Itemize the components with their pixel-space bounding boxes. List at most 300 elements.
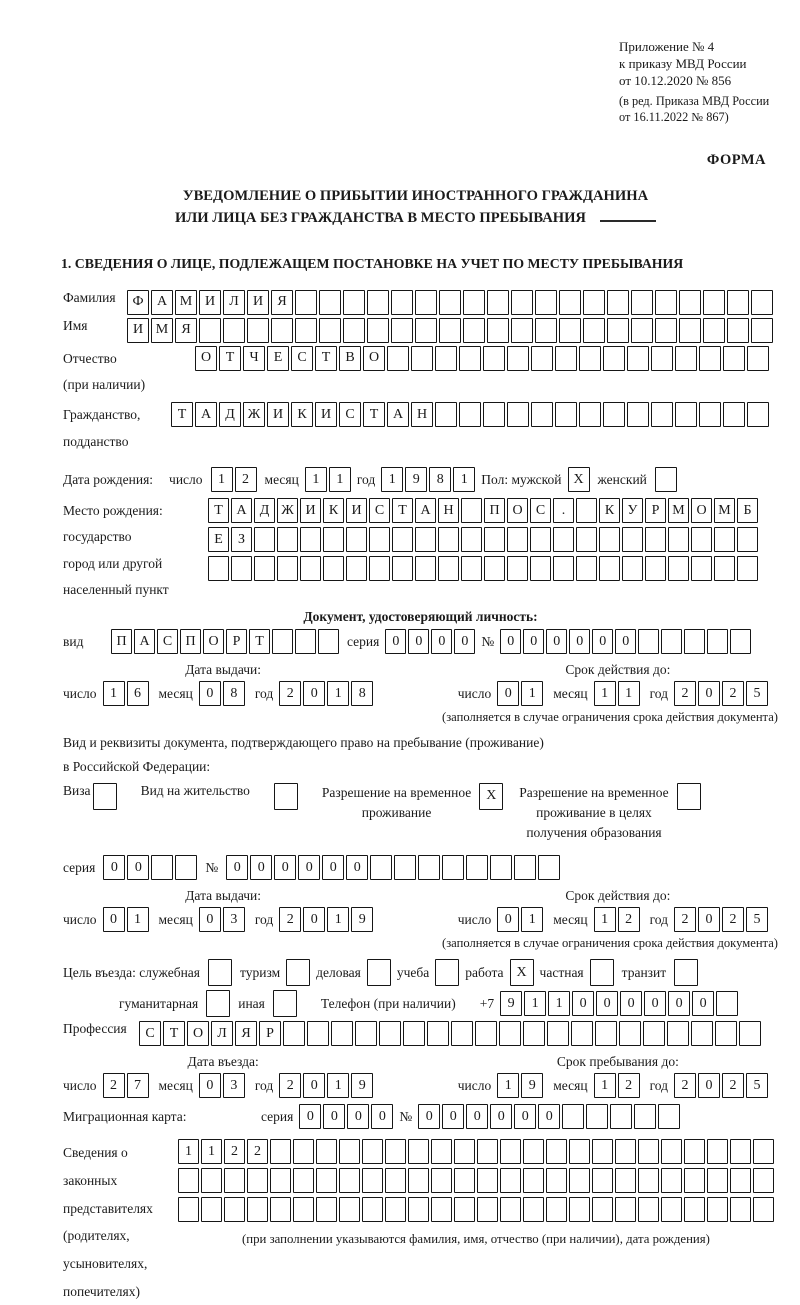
char-cell[interactable] (270, 1139, 291, 1164)
char-cell[interactable] (293, 1139, 314, 1164)
char-cell[interactable] (603, 346, 625, 371)
char-cell[interactable] (523, 1021, 545, 1046)
char-cell[interactable] (727, 290, 749, 315)
char-cell[interactable] (387, 346, 409, 371)
char-cell[interactable] (615, 1139, 636, 1164)
char-cell[interactable]: М (175, 290, 197, 315)
char-cell[interactable]: А (134, 629, 155, 654)
char-cell[interactable] (638, 1197, 659, 1222)
char-cell[interactable]: 1 (594, 907, 616, 932)
char-cell[interactable] (727, 318, 749, 343)
char-cell[interactable] (362, 1168, 383, 1193)
char-cell[interactable] (737, 527, 758, 552)
char-cell[interactable] (607, 290, 629, 315)
char-cell[interactable]: X (479, 783, 503, 810)
char-cell[interactable] (679, 290, 701, 315)
char-cell[interactable] (586, 1104, 608, 1129)
char-cell[interactable] (208, 556, 229, 581)
char-cell[interactable] (451, 1021, 473, 1046)
char-cell[interactable] (583, 318, 605, 343)
char-cell[interactable] (316, 1139, 337, 1164)
char-cell[interactable]: X (510, 959, 534, 986)
char-cell[interactable] (615, 1197, 636, 1222)
char-cell[interactable]: И (247, 290, 269, 315)
char-cell[interactable] (716, 991, 738, 1016)
char-cell[interactable] (643, 1021, 665, 1046)
char-cell[interactable]: 0 (431, 629, 452, 654)
char-cell[interactable]: 0 (418, 1104, 440, 1129)
char-cell[interactable]: 0 (250, 855, 272, 880)
char-cell[interactable]: И (300, 498, 321, 523)
char-cell[interactable]: 0 (303, 681, 325, 706)
char-cell[interactable] (339, 1139, 360, 1164)
char-cell[interactable] (435, 346, 457, 371)
char-cell[interactable] (408, 1139, 429, 1164)
char-cell[interactable]: К (291, 402, 313, 427)
char-cell[interactable] (339, 1197, 360, 1222)
char-cell[interactable] (415, 318, 437, 343)
char-cell[interactable] (679, 318, 701, 343)
char-cell[interactable] (391, 318, 413, 343)
char-cell[interactable] (300, 527, 321, 552)
char-cell[interactable] (751, 290, 773, 315)
char-cell[interactable] (318, 629, 339, 654)
char-cell[interactable] (418, 855, 440, 880)
char-cell[interactable]: Р (226, 629, 247, 654)
char-cell[interactable]: В (339, 346, 361, 371)
char-cell[interactable] (645, 527, 666, 552)
char-cell[interactable]: Б (737, 498, 758, 523)
char-cell[interactable]: 0 (572, 991, 594, 1016)
char-cell[interactable] (362, 1197, 383, 1222)
char-cell[interactable] (277, 527, 298, 552)
char-cell[interactable] (408, 1168, 429, 1193)
char-cell[interactable] (523, 1168, 544, 1193)
char-cell[interactable] (316, 1168, 337, 1193)
char-cell[interactable] (415, 290, 437, 315)
char-cell[interactable]: К (599, 498, 620, 523)
char-cell[interactable] (684, 1168, 705, 1193)
char-cell[interactable]: Е (208, 527, 229, 552)
char-cell[interactable]: 0 (569, 629, 590, 654)
char-cell[interactable] (739, 1021, 761, 1046)
char-cell[interactable]: 0 (199, 681, 221, 706)
char-cell[interactable]: 1 (521, 681, 543, 706)
char-cell[interactable] (343, 290, 365, 315)
char-cell[interactable]: 0 (490, 1104, 512, 1129)
char-cell[interactable]: 1 (497, 1073, 519, 1098)
char-cell[interactable]: 1 (618, 681, 640, 706)
char-cell[interactable] (753, 1168, 774, 1193)
char-cell[interactable]: 1 (594, 1073, 616, 1098)
char-cell[interactable] (691, 556, 712, 581)
char-cell[interactable]: 2 (279, 681, 301, 706)
char-cell[interactable]: 0 (698, 1073, 720, 1098)
char-cell[interactable]: 8 (429, 467, 451, 492)
char-cell[interactable] (546, 1139, 567, 1164)
char-cell[interactable] (730, 1168, 751, 1193)
char-cell[interactable] (319, 318, 341, 343)
char-cell[interactable] (667, 1021, 689, 1046)
char-cell[interactable]: Ф (127, 290, 149, 315)
char-cell[interactable]: М (668, 498, 689, 523)
char-cell[interactable] (286, 959, 310, 986)
char-cell[interactable] (622, 556, 643, 581)
char-cell[interactable] (385, 1197, 406, 1222)
char-cell[interactable] (487, 318, 509, 343)
char-cell[interactable]: 0 (500, 629, 521, 654)
char-cell[interactable] (668, 556, 689, 581)
char-cell[interactable] (477, 1197, 498, 1222)
char-cell[interactable] (655, 318, 677, 343)
char-cell[interactable] (674, 959, 698, 986)
char-cell[interactable]: Ж (243, 402, 265, 427)
char-cell[interactable] (579, 402, 601, 427)
char-cell[interactable]: Н (438, 498, 459, 523)
char-cell[interactable]: П (111, 629, 132, 654)
char-cell[interactable] (530, 527, 551, 552)
char-cell[interactable] (703, 290, 725, 315)
char-cell[interactable]: С (157, 629, 178, 654)
char-cell[interactable]: 2 (247, 1139, 268, 1164)
char-cell[interactable] (723, 346, 745, 371)
char-cell[interactable]: Т (392, 498, 413, 523)
char-cell[interactable]: Л (211, 1021, 233, 1046)
char-cell[interactable] (661, 1139, 682, 1164)
char-cell[interactable]: 1 (594, 681, 616, 706)
char-cell[interactable] (392, 527, 413, 552)
char-cell[interactable] (224, 1168, 245, 1193)
char-cell[interactable] (346, 556, 367, 581)
char-cell[interactable] (362, 1139, 383, 1164)
char-cell[interactable] (707, 1139, 728, 1164)
char-cell[interactable]: 0 (298, 855, 320, 880)
char-cell[interactable]: 0 (615, 629, 636, 654)
char-cell[interactable] (367, 959, 391, 986)
char-cell[interactable] (199, 318, 221, 343)
char-cell[interactable]: 0 (322, 855, 344, 880)
char-cell[interactable]: 8 (351, 681, 373, 706)
char-cell[interactable] (531, 402, 553, 427)
char-cell[interactable]: 0 (299, 1104, 321, 1129)
char-cell[interactable]: 5 (746, 1073, 768, 1098)
char-cell[interactable]: Т (171, 402, 193, 427)
char-cell[interactable] (691, 1021, 713, 1046)
char-cell[interactable]: 0 (644, 991, 666, 1016)
char-cell[interactable] (331, 1021, 353, 1046)
char-cell[interactable]: 2 (279, 1073, 301, 1098)
char-cell[interactable]: И (346, 498, 367, 523)
char-cell[interactable] (661, 1168, 682, 1193)
char-cell[interactable] (645, 556, 666, 581)
char-cell[interactable] (178, 1168, 199, 1193)
char-cell[interactable]: 2 (674, 681, 696, 706)
char-cell[interactable] (730, 1197, 751, 1222)
char-cell[interactable] (319, 290, 341, 315)
char-cell[interactable] (675, 346, 697, 371)
char-cell[interactable]: Т (249, 629, 270, 654)
char-cell[interactable] (523, 1197, 544, 1222)
char-cell[interactable]: С (530, 498, 551, 523)
char-cell[interactable] (627, 346, 649, 371)
char-cell[interactable] (339, 1168, 360, 1193)
char-cell[interactable]: 0 (466, 1104, 488, 1129)
char-cell[interactable] (490, 855, 512, 880)
char-cell[interactable] (592, 1197, 613, 1222)
char-cell[interactable] (316, 1197, 337, 1222)
char-cell[interactable]: 0 (103, 855, 125, 880)
char-cell[interactable] (435, 959, 459, 986)
char-cell[interactable]: 1 (329, 467, 351, 492)
char-cell[interactable] (367, 290, 389, 315)
char-cell[interactable]: 0 (346, 855, 368, 880)
char-cell[interactable] (295, 318, 317, 343)
char-cell[interactable] (569, 1197, 590, 1222)
char-cell[interactable] (323, 527, 344, 552)
char-cell[interactable]: 1 (201, 1139, 222, 1164)
char-cell[interactable] (459, 346, 481, 371)
char-cell[interactable]: 0 (303, 907, 325, 932)
char-cell[interactable]: 1 (548, 991, 570, 1016)
char-cell[interactable] (753, 1139, 774, 1164)
char-cell[interactable] (206, 990, 230, 1017)
char-cell[interactable] (454, 1139, 475, 1164)
char-cell[interactable] (392, 556, 413, 581)
char-cell[interactable]: Е (267, 346, 289, 371)
char-cell[interactable]: 2 (618, 907, 640, 932)
char-cell[interactable]: М (151, 318, 173, 343)
char-cell[interactable] (737, 556, 758, 581)
char-cell[interactable]: 0 (698, 681, 720, 706)
char-cell[interactable] (500, 1139, 521, 1164)
char-cell[interactable]: 1 (127, 907, 149, 932)
char-cell[interactable]: Т (208, 498, 229, 523)
char-cell[interactable] (438, 556, 459, 581)
char-cell[interactable] (747, 402, 769, 427)
char-cell[interactable]: 0 (692, 991, 714, 1016)
char-cell[interactable] (553, 527, 574, 552)
char-cell[interactable] (555, 346, 577, 371)
char-cell[interactable] (254, 556, 275, 581)
char-cell[interactable]: 0 (497, 907, 519, 932)
char-cell[interactable] (274, 783, 298, 810)
char-cell[interactable] (707, 629, 728, 654)
char-cell[interactable] (684, 629, 705, 654)
char-cell[interactable]: 0 (454, 629, 475, 654)
char-cell[interactable] (622, 527, 643, 552)
char-cell[interactable] (730, 629, 751, 654)
char-cell[interactable]: 0 (385, 629, 406, 654)
char-cell[interactable] (477, 1139, 498, 1164)
char-cell[interactable] (438, 527, 459, 552)
char-cell[interactable] (576, 498, 597, 523)
char-cell[interactable] (559, 290, 581, 315)
char-cell[interactable]: 0 (103, 907, 125, 932)
char-cell[interactable] (530, 556, 551, 581)
char-cell[interactable] (638, 1168, 659, 1193)
char-cell[interactable]: 2 (674, 907, 696, 932)
char-cell[interactable] (379, 1021, 401, 1046)
char-cell[interactable]: 0 (497, 681, 519, 706)
char-cell[interactable] (500, 1197, 521, 1222)
char-cell[interactable]: 1 (211, 467, 233, 492)
char-cell[interactable] (715, 1021, 737, 1046)
char-cell[interactable] (714, 527, 735, 552)
char-cell[interactable]: . (553, 498, 574, 523)
char-cell[interactable]: 2 (674, 1073, 696, 1098)
char-cell[interactable] (369, 556, 390, 581)
char-cell[interactable]: 0 (127, 855, 149, 880)
char-cell[interactable]: О (187, 1021, 209, 1046)
char-cell[interactable]: 1 (103, 681, 125, 706)
char-cell[interactable] (684, 1139, 705, 1164)
char-cell[interactable] (484, 556, 505, 581)
char-cell[interactable] (466, 855, 488, 880)
char-cell[interactable] (272, 629, 293, 654)
char-cell[interactable] (599, 527, 620, 552)
char-cell[interactable] (651, 402, 673, 427)
char-cell[interactable]: С (369, 498, 390, 523)
char-cell[interactable]: 0 (668, 991, 690, 1016)
char-cell[interactable]: 0 (347, 1104, 369, 1129)
char-cell[interactable] (461, 556, 482, 581)
char-cell[interactable]: 9 (500, 991, 522, 1016)
char-cell[interactable]: О (691, 498, 712, 523)
char-cell[interactable] (535, 318, 557, 343)
char-cell[interactable]: 2 (722, 681, 744, 706)
char-cell[interactable]: 3 (223, 907, 245, 932)
char-cell[interactable]: 2 (618, 1073, 640, 1098)
char-cell[interactable] (677, 783, 701, 810)
char-cell[interactable]: 1 (327, 681, 349, 706)
char-cell[interactable]: 2 (722, 1073, 744, 1098)
char-cell[interactable] (610, 1104, 632, 1129)
char-cell[interactable] (431, 1139, 452, 1164)
char-cell[interactable] (531, 346, 553, 371)
char-cell[interactable] (254, 527, 275, 552)
char-cell[interactable] (367, 318, 389, 343)
char-cell[interactable] (346, 527, 367, 552)
char-cell[interactable] (655, 290, 677, 315)
char-cell[interactable] (355, 1021, 377, 1046)
char-cell[interactable] (461, 527, 482, 552)
char-cell[interactable] (571, 1021, 593, 1046)
char-cell[interactable]: 0 (199, 1073, 221, 1098)
char-cell[interactable] (411, 346, 433, 371)
char-cell[interactable] (576, 556, 597, 581)
char-cell[interactable]: С (339, 402, 361, 427)
char-cell[interactable]: 0 (371, 1104, 393, 1129)
char-cell[interactable] (431, 1168, 452, 1193)
char-cell[interactable] (484, 527, 505, 552)
char-cell[interactable] (439, 318, 461, 343)
char-cell[interactable]: 7 (127, 1073, 149, 1098)
char-cell[interactable]: Я (175, 318, 197, 343)
char-cell[interactable] (634, 1104, 656, 1129)
char-cell[interactable]: 0 (538, 1104, 560, 1129)
char-cell[interactable] (555, 402, 577, 427)
char-cell[interactable]: 1 (327, 907, 349, 932)
char-cell[interactable] (514, 855, 536, 880)
char-cell[interactable] (627, 402, 649, 427)
char-cell[interactable] (511, 318, 533, 343)
char-cell[interactable] (747, 346, 769, 371)
char-cell[interactable]: 9 (351, 907, 373, 932)
char-cell[interactable] (394, 855, 416, 880)
char-cell[interactable] (277, 556, 298, 581)
char-cell[interactable] (370, 855, 392, 880)
char-cell[interactable] (454, 1197, 475, 1222)
char-cell[interactable]: И (127, 318, 149, 343)
char-cell[interactable] (592, 1139, 613, 1164)
char-cell[interactable] (638, 1139, 659, 1164)
char-cell[interactable] (651, 346, 673, 371)
char-cell[interactable] (300, 556, 321, 581)
char-cell[interactable] (535, 290, 557, 315)
char-cell[interactable] (714, 556, 735, 581)
char-cell[interactable] (751, 318, 773, 343)
char-cell[interactable]: 5 (746, 907, 768, 932)
char-cell[interactable]: О (203, 629, 224, 654)
char-cell[interactable] (499, 1021, 521, 1046)
char-cell[interactable] (559, 318, 581, 343)
char-cell[interactable] (323, 556, 344, 581)
char-cell[interactable] (475, 1021, 497, 1046)
char-cell[interactable]: П (484, 498, 505, 523)
char-cell[interactable] (271, 318, 293, 343)
char-cell[interactable] (247, 1168, 268, 1193)
char-cell[interactable]: А (151, 290, 173, 315)
char-cell[interactable]: Я (235, 1021, 257, 1046)
char-cell[interactable] (270, 1168, 291, 1193)
char-cell[interactable] (658, 1104, 680, 1129)
char-cell[interactable]: 0 (546, 629, 567, 654)
char-cell[interactable] (391, 290, 413, 315)
char-cell[interactable]: 0 (592, 629, 613, 654)
char-cell[interactable] (562, 1104, 584, 1129)
char-cell[interactable]: А (195, 402, 217, 427)
char-cell[interactable] (385, 1168, 406, 1193)
char-cell[interactable] (343, 318, 365, 343)
char-cell[interactable] (538, 855, 560, 880)
char-cell[interactable] (638, 629, 659, 654)
char-cell[interactable] (175, 855, 197, 880)
char-cell[interactable] (595, 1021, 617, 1046)
char-cell[interactable]: 0 (199, 907, 221, 932)
char-cell[interactable] (507, 556, 528, 581)
char-cell[interactable] (93, 783, 117, 810)
char-cell[interactable] (507, 527, 528, 552)
char-cell[interactable] (415, 527, 436, 552)
char-cell[interactable] (369, 527, 390, 552)
char-cell[interactable]: А (231, 498, 252, 523)
char-cell[interactable] (283, 1021, 305, 1046)
char-cell[interactable] (569, 1139, 590, 1164)
char-cell[interactable] (703, 318, 725, 343)
char-cell[interactable]: Т (363, 402, 385, 427)
char-cell[interactable]: 2 (103, 1073, 125, 1098)
char-cell[interactable]: 1 (521, 907, 543, 932)
char-cell[interactable]: 9 (351, 1073, 373, 1098)
char-cell[interactable]: 8 (223, 681, 245, 706)
char-cell[interactable]: С (139, 1021, 161, 1046)
char-cell[interactable]: Н (411, 402, 433, 427)
char-cell[interactable]: А (387, 402, 409, 427)
char-cell[interactable] (385, 1139, 406, 1164)
char-cell[interactable]: С (291, 346, 313, 371)
char-cell[interactable] (487, 290, 509, 315)
char-cell[interactable]: 1 (524, 991, 546, 1016)
